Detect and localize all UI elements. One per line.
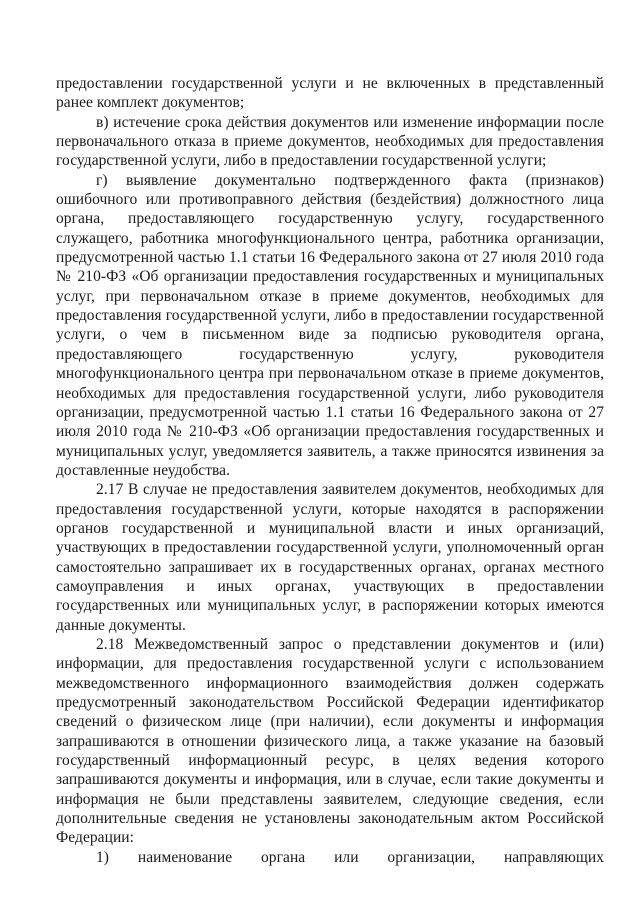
- paragraph-2-17: 2.17 В случае не предоставления заявителем документов, необходимых для предоставления государственной услуги, которые находятся в распоряжении органов государственной и муниципальной власти и иных организаций, участвующих в предоставлении государственной услуги, уполномоченный орган самостоятельно запрашивает их в государственных органах, органах местного самоуправления и иных органах, участвующих в предоставлении государственных или муниципальных услуг, в распоряжении которых имеются данные документы.: [56, 481, 604, 634]
- list-item-1: 1) наименование органа или организации, направляющих: [96, 848, 604, 866]
- document-body: [56, 74, 604, 867]
- paragraph-continuation: предоставлении государственной услуги и не включенных в представленный ранее комплект документов;: [56, 75, 604, 112]
- paragraph-2-18: 2.18 Межведомственный запрос о представлении документов и (или) информации, для предоставления государственной услуги с использованием межведомственного информационного взаимодействия должен содержать предусмотренный законодательством Российской Федерации идентификатор сведений о физическом лице (при наличии), если документы и информация запрашиваются в отношении физического лица, а также указание на базовый государственный информационный ресурс, в целях ведения которого запрашиваются документы и информация, или в случае, если такие документы и информация не были представлены заявителем, следующие сведения, если дополнительные сведения не установлены законодательным актом Российской Федерации:: [56, 635, 604, 847]
- paragraph-item-v: в) истечение срока действия документов или изменение информации после первоначального отказа в приеме документов, необходимых для предоставления государственной услуги, либо в предоставлении государственной услуги;: [56, 113, 604, 170]
- paragraph-item-g: г) выявление документально подтвержденного факта (признаков) ошибочного или противоправного действия (бездействия) должностного лица органа, предоставляющего государственную услугу, государственного служащего, работника многофункционального центра, работника организации, предусмотренной частью 1.1 статьи 16 Федерального закона от 27 июля 2010 года № 210-ФЗ «Об организации предоставления государственных и муниципальных услуг, при первоначальном отказе в приеме документов, необходимых для предоставления государственной услуги, либо в предоставлении государственной услуги, о чем в письменном виде за подписью руководителя органа, предоставляющего государственную услугу, руководителя многофункционального центра при первоначальном отказе в приеме документов, необходимых для предоставления государственной услуги, либо руководителя организации, предусмотренной частью 1.1 статьи 16 Федерального закона от 27 июля 2010 года № 210-ФЗ «Об организации предоставления государственных и муниципальных услуг, уведомляется заявитель, а также приносятся извинения за доставленные неудобства.: [56, 171, 604, 479]
